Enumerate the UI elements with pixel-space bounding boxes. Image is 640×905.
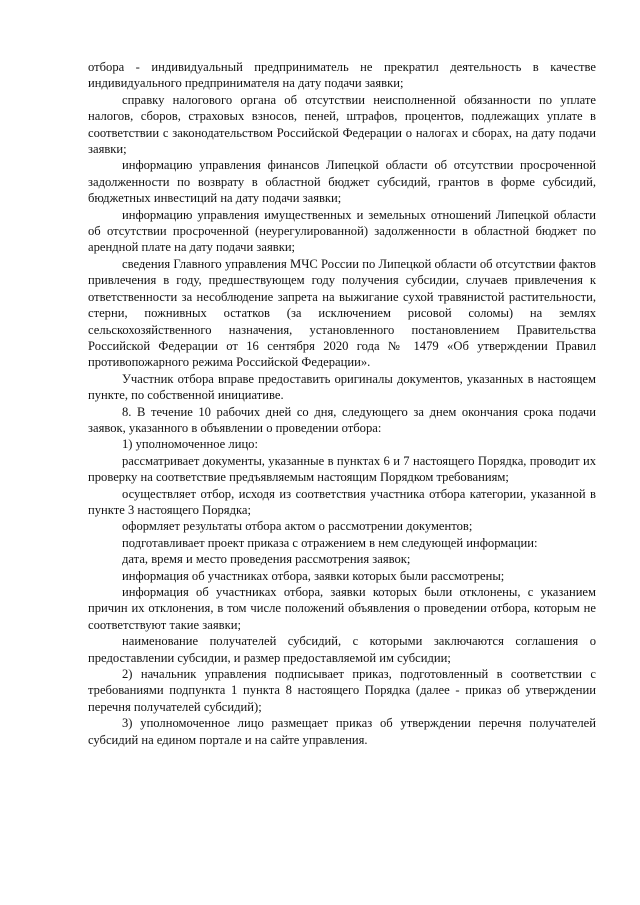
paragraph: Участник отбора вправе предоставить оригиналы документов, указанных в настоящем пункте, по собственной инициативе. (88, 371, 596, 403)
paragraph: 8. В течение 10 рабочих дней со дня, следующего за днем окончания срока подачи заявок, указанного в объявлении о проведении отбора: (88, 404, 596, 435)
paragraph: 3) уполномоченное лицо размещает приказ об утверждении перечня получателей субсидий на едином портале и на сайте управления. (88, 716, 596, 747)
paragraph: информация об участниках отбора, заявки которых были рассмотрены; (122, 568, 505, 583)
paragraph: информация об участниках отбора, заявки которых были отклонены, с указанием причин их отклонения, в том числе положений объявления о проведении отбора, которым не соответствуют такие заявки; (88, 585, 596, 632)
paragraph: подготавливает проект приказа с отражением в нем следующей информации: (122, 535, 538, 550)
paragraph: отбора - индивидуальный предприниматель не прекратил деятельность в качестве индивидуального предпринимателя на дату подачи заявки; (88, 60, 596, 91)
paragraph: рассматривает документы, указанные в пунктах 6 и 7 настоящего Порядка, проводит их проверку на соответствие предъявляемым настоящим Порядком требованиям; (88, 453, 596, 485)
paragraph: осуществляет отбор, исходя из соответствия участника отбора категории, указанной в пункте 3 настоящего Порядка; (88, 486, 596, 517)
paragraph: сведения Главного управления МЧС России по Липецкой области об отсутствии фактов привлечения в году, предшествующем году получения субсидии, случаев привлечения к ответственности за несоблюдение запрета на выжигание сухой травянистой растительности, стерни, пожнивных остатков (за исключением рисовой соломы) на землях сельскохозяйственного назначения, установленного постановлением Правительства Российской Федерации от 16 сентября 2020 года № 1479 «Об утверждении Правил противопожарного режима Российской Федерации». (88, 256, 596, 370)
paragraph: справку налогового органа об отсутствии неисполненной обязанности по уплате налогов, сборов, страховых взносов, пеней, штрафов, процентов, подлежащих уплате в соответствии с законодательством Российской Федерации о налогах и сборах, на дату подачи заявки; (88, 92, 596, 157)
document-page (88, 59, 596, 748)
paragraph: информацию управления финансов Липецкой области об отсутствии просроченной задолженности по возврату в областной бюджет субсидий, грантов в форме субсидий, бюджетных инвестиций на дату подачи заявки; (88, 158, 596, 206)
paragraph: наименование получателей субсидий, с которыми заключаются соглашения о предоставлении субсидии, и размер предоставляемой им субсидии; (88, 634, 596, 665)
paragraph: дата, время и место проведения рассмотрения заявок; (122, 552, 411, 567)
paragraph: информацию управления имущественных и земельных отношений Липецкой области об отсутствии просроченной (неурегулированной) задолженности в областной бюджет по арендной плате на дату подачи заявки; (88, 207, 596, 255)
paragraph: оформляет результаты отбора актом о рассмотрении документов; (122, 519, 473, 534)
paragraph: 1) уполномоченное лицо: (122, 437, 258, 452)
paragraph: 2) начальник управления подписывает приказ, подготовленный в соответствии с требованиями подпункта 1 пункта 8 настоящего Порядка (далее - приказ об утверждении перечня получателей субсидий); (88, 667, 596, 714)
